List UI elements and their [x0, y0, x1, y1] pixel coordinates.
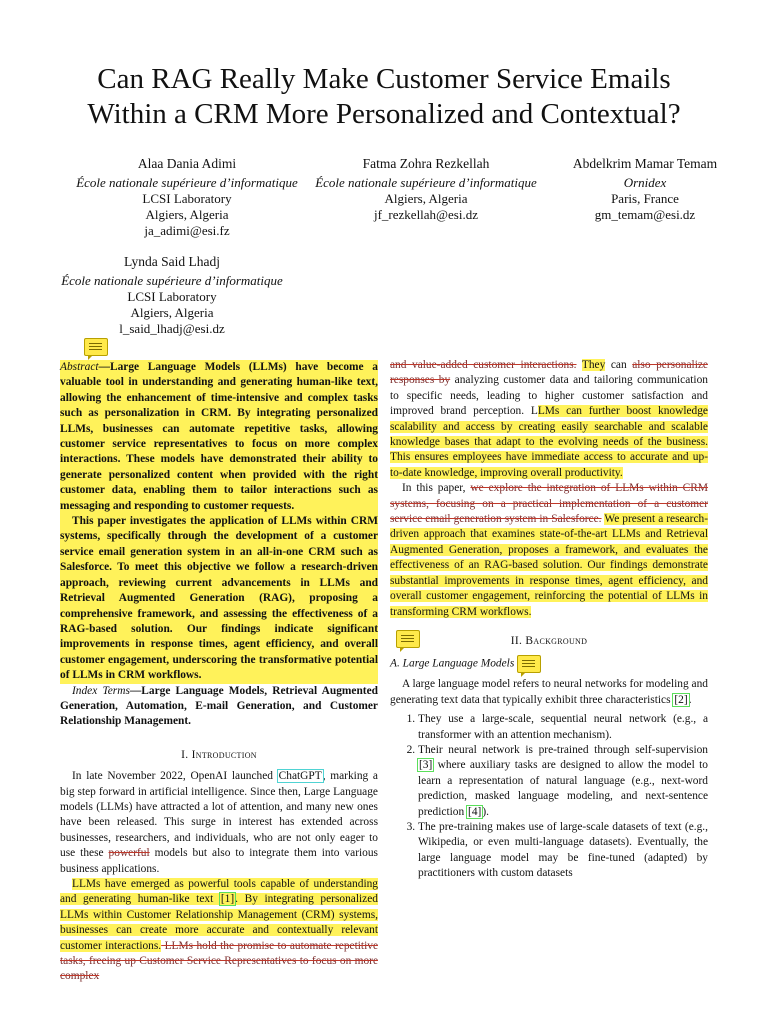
subsection-title: Large Language Models — [402, 657, 515, 670]
intro-paragraph-2 — [60, 877, 378, 985]
author-affiliation: Ornidex — [623, 175, 667, 190]
llm-characteristics-list — [390, 712, 708, 881]
section-title: Introduction — [191, 748, 257, 761]
intro-paragraph-3 — [390, 481, 708, 620]
list-item-text: Their neural network is pre-trained through self-supervision — [418, 743, 708, 756]
strikethrough-text: powerful — [108, 847, 150, 860]
left-column — [60, 360, 378, 985]
list-item — [418, 820, 708, 882]
body-text: analyzing customer data and tailoring communication to specific needs, leading to higher customer satisfaction and improved brand perception. L — [390, 374, 708, 418]
author-block-1 — [62, 156, 312, 239]
intro-text: models but also to integrate them into various business applications. — [60, 847, 378, 875]
list-item — [418, 712, 708, 743]
author-affiliation: École nationale supérieure d’informatique — [315, 175, 537, 190]
author-email: gm_temam@esi.dz — [594, 207, 696, 222]
section-title: Background — [525, 634, 588, 647]
index-terms-text: —Large Language Models, Retrieval Augmented Generation, Automation, E-mail Generation, and Customer Relationship Management. — [60, 684, 378, 728]
title-line-1: Can RAG Really Make Customer Service Emails — [97, 63, 671, 95]
author-line: Algiers, Algeria — [130, 305, 214, 320]
strikethrough-text: LLMs hold the promise to automate repetitive tasks, freeing up Customer Service Representatives to focus on more complex — [60, 939, 378, 983]
abstract-label: Abstract — [60, 361, 99, 373]
author-line: LCSI Laboratory — [142, 191, 232, 206]
author-block-2 — [300, 156, 552, 223]
right-column — [390, 358, 708, 882]
title-line-2: Within a CRM More Personalized and Contextual? — [87, 98, 681, 130]
abstract-text-1: —Large Language Models (LLMs) have become a valuable tool in understanding and generating human-like text, allowing the enhancement of time-intensive and complex tasks such as personalization in CRM. By integrating personalized LLMs, businesses can automate repetitive tasks, allowing customer service representatives to focus on more complex interactions. These models have demonstrated their ability to generate personalized content when provided with the right customer data, enabling them to tailor interactions such as messaging and responding to customer requests. — [60, 361, 378, 512]
author-email: ja_adimi@esi.fz — [144, 223, 230, 238]
author-line: Paris, France — [611, 191, 679, 206]
body-text: In this paper, — [402, 482, 471, 495]
list-item: 2. Their neural network is pre-trained through self-supervision [3] where auxiliary tasks are designed to allow the model to learn a representation of natural language (e.g., next-word prediction, masked language modeling, and next-sentence prediction [4]). — [418, 743, 708, 820]
body-text: can — [605, 359, 633, 371]
citation-link[interactable]: [4] — [468, 805, 482, 818]
author-name: Abdelkrim Mamar Temam — [572, 156, 718, 171]
highlighted-text: LLMs have emerged as powerful tools capable of understanding and generating human-like text — [60, 878, 378, 906]
list-item-text: The pre-training makes use of large-scale datasets of text (e.g., Wikipedia, or even multi-language datasets). Eventually, the large language model may be fine-tuned (adapted) by practitioners with custom datasets — [418, 820, 708, 880]
subsection-label: A. — [390, 657, 400, 670]
index-terms-label: Index Terms — [72, 684, 130, 697]
body-text: A large language model refers to neural networks for modeling and generating text data that typically exhibit three characteristics — [390, 678, 708, 706]
llm-intro-paragraph: A large language model refers to neural networks for modeling and generating text data that typically exhibit three characteristics [2]. — [390, 678, 708, 706]
abstract-paragraph-1 — [60, 360, 378, 514]
strikethrough-text: also personalize responses by — [390, 359, 708, 387]
list-item-text: where auxiliary tasks are designed to allow the model to learn a representation of natural language (e.g., next-word prediction, masked language modeling, and next-sentence prediction — [418, 759, 708, 818]
highlighted-text: They — [581, 359, 606, 371]
author-name: Alaa Dania Adimi — [137, 156, 237, 171]
author-email: l_said_lhadj@esi.dz — [119, 321, 225, 336]
list-item-text: They use a large-scale, sequential neural network (e.g., a transformer with an attention mechanism). — [418, 713, 708, 741]
author-affiliation: École nationale supérieure d’informatique — [76, 175, 298, 190]
author-line: Algiers, Algeria — [145, 207, 229, 222]
citation-link[interactable]: [1] — [220, 893, 235, 906]
index-terms — [60, 684, 378, 730]
highlighted-text: . By integrating personalized LLMs within Customer Relationship Management (CRM) systems, businesses can create more accurate and contextually relevant customer interactions. — [60, 893, 378, 952]
author-name: Lynda Said Lhadj — [124, 254, 220, 269]
comment-note-icon[interactable] — [84, 338, 108, 356]
comment-note-icon[interactable] — [517, 655, 541, 673]
author-block-4 — [42, 254, 302, 337]
paper-title — [0, 62, 768, 132]
highlighted-text: LMs can further boost knowledge scalability and access by creating easily searchable and scalable knowledge bases that adapt to the evolving needs of the business. This ensures employees have immediate access to accurate and up-to-date knowledge, improving overall productivity. — [390, 405, 708, 479]
section-1-heading — [60, 748, 378, 763]
section-2-heading — [390, 634, 708, 649]
section-number: I. — [181, 748, 189, 761]
section-number: II. — [510, 634, 523, 647]
author-affiliation: École nationale supérieure d’informatique — [61, 273, 283, 288]
intro-paragraph-1 — [60, 769, 378, 877]
author-name: Fatma Zohra Rezkellah — [362, 156, 490, 171]
subsection-a-heading — [390, 655, 708, 673]
highlighted-text: We present a research-driven approach that examines state-of-the-art LLMs and Retrieval Augmented Generation, proposes a framework, and evaluates the effectiveness of an RAG-based solution. Our findings demonstrate substantial improvements in response times, agent efficiency, and overall customer engagement, reinforcing the potential of LLMs in transforming CRM workflows. — [390, 513, 708, 618]
intro-text: In late November 2022, OpenAI launched — [72, 770, 278, 783]
author-email: jf_rezkellah@esi.dz — [373, 207, 478, 222]
abstract-paragraph-2: This paper investigates the application of LLMs within CRM systems, specifically through the development of a customer service email generation system in an all-in-one CRM such as Salesforce. To meet this objective we follow a research-driven approach, reviewing current advancements in LLMs and Retrieval Augmented Generation (RAG), proposing a comprehensive framework, and assessing the effectiveness of a RAG-based solution. Our findings indicate significant improvements in response times, agent efficiency, and overall customer engagement, underscoring the transformative potential of LLMs in CRM workflows. — [60, 514, 378, 683]
strikethrough-text: and value-added customer interactions. — [390, 359, 577, 371]
author-block-3 — [540, 156, 750, 223]
strikethrough-text: we explore the integration of LLMs within CRM systems, focusing on a practical implementation of a customer service email generation system in Salesforce. — [390, 482, 708, 526]
author-line: LCSI Laboratory — [127, 289, 217, 304]
intro-continued-paragraph — [390, 358, 708, 481]
intro-text: , marking a big step forward in artificial intelligence. Since then, Large Language models (LLMs) have attracted a lot of attention, and many new ones have been released. This surge in interest has extended across businesses, researchers, and individuals, who are not only eager to use these — [60, 770, 378, 860]
author-line: Algiers, Algeria — [384, 191, 468, 206]
comment-note-icon[interactable] — [396, 630, 420, 648]
chatgpt-link[interactable]: ChatGPT — [278, 770, 322, 783]
citation-link[interactable]: [3] — [419, 759, 433, 772]
citation-link[interactable]: [2] — [674, 693, 688, 706]
